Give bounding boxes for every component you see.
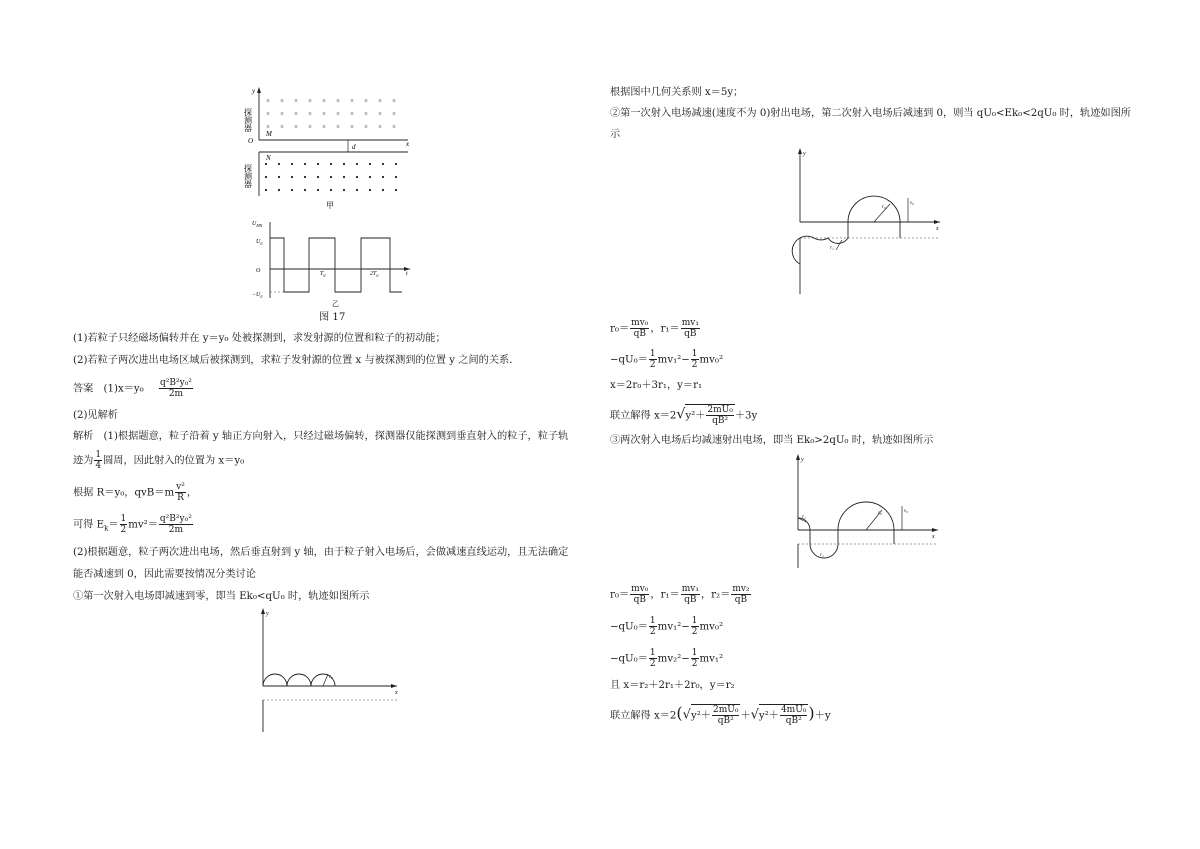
field-cross-mark: × bbox=[280, 97, 284, 105]
yi-t0-label: $T_0$ bbox=[320, 271, 326, 278]
case1-r0-label: r₀ bbox=[329, 675, 333, 680]
case2-r0-label: r₀ bbox=[882, 205, 886, 210]
field-cross-mark: × bbox=[378, 97, 382, 105]
question-2: (2)若粒子两次进出电场区域后被探测到，求粒子发射源的位置 x 与被探测到的位置 y 之间的关系． bbox=[73, 355, 520, 366]
field-dot-mark bbox=[291, 163, 293, 165]
case1-y-label: y bbox=[266, 611, 269, 617]
field-cross-mark: × bbox=[364, 97, 368, 105]
field-cross-mark: × bbox=[308, 110, 312, 118]
case3-eq6: −qU₀＝ $\frac{1}{2}$ mv₁²− $\frac{1}{2}$ mv₀² bbox=[610, 616, 724, 637]
field-dot-mark bbox=[330, 176, 332, 178]
case2-eq3: x＝2r₀＋3r₁，y＝r₁ bbox=[610, 380, 703, 391]
case3-y-label: y bbox=[801, 457, 804, 463]
field-cross-mark: × bbox=[378, 123, 382, 131]
field-dot-mark bbox=[291, 189, 293, 191]
field-cross-mark: × bbox=[280, 123, 284, 131]
jia-d-label: d bbox=[352, 143, 356, 151]
fig17-caption: 图 17 bbox=[319, 312, 346, 323]
field-cross-mark: × bbox=[322, 110, 326, 118]
field-dot-mark bbox=[291, 176, 293, 178]
field-dot-mark bbox=[304, 163, 306, 165]
field-dot-mark bbox=[343, 176, 345, 178]
jiexi-line-3: 根据 R＝y₀，qvB＝m $\frac{\text{v²}}{R}$ ， bbox=[73, 482, 197, 503]
field-dot-mark bbox=[356, 189, 358, 191]
field-dot-mark bbox=[330, 189, 332, 191]
case3-eq5: r₀＝ $\frac{\text{mv₀}}{qB}$ ，r₁＝ $\frac{\text{mv₁}}{qB}$ ，r₂＝ $\frac{\text{mv₂}}{qB}$ bbox=[610, 584, 750, 605]
jiexi-line-6: 能否减速到 0，因此需要按情况分类讨论 bbox=[73, 569, 256, 580]
case-3-text: ③两次射入电场后均减速射出电场，即当 Ek₀>2qU₀ 时，轨迹如图所示 bbox=[610, 435, 934, 446]
case3-eq9: 联立解得 x＝2(√y²＋ $\frac{\text{2mU₀}}{\text{qB²}}$ ＋√y²＋ $\frac{\text{4mU₀}}{\text{qB²}}$ )＋y bbox=[610, 703, 831, 726]
jiexi-line-5: (2)根据题意，粒子两次进出电场，然后垂直射到 y 轴，由于粒子射入电场后，会做减速直线运动，且无法确定 bbox=[73, 547, 569, 558]
field-dot-mark bbox=[356, 176, 358, 178]
jia-y-label: y bbox=[252, 87, 256, 95]
jiexi-line-4: 可得 $E_k=$ $\frac{1}{2}$ mv²＝ $\frac{\text{q²B²y₀²}}{2m}$ bbox=[73, 514, 192, 535]
case3-x-label: x bbox=[932, 534, 935, 540]
right-line-3: 示 bbox=[610, 129, 621, 140]
field-dot-mark bbox=[382, 176, 384, 178]
question-1: (1)若粒子只经磁场偏转并在 y＝y₀ 处被探测到，求发射源的位置和粒子的初动能； bbox=[73, 333, 446, 344]
yi-t-label: t bbox=[406, 271, 408, 277]
field-dot-mark bbox=[330, 163, 332, 165]
field-dot-mark bbox=[265, 176, 267, 178]
field-cross-mark: × bbox=[392, 123, 396, 131]
field-cross-mark: × bbox=[266, 110, 270, 118]
field-dot-mark bbox=[317, 189, 319, 191]
field-dot-mark bbox=[265, 163, 267, 165]
right-line-1: 根据图中几何关系则 x＝5y； bbox=[610, 87, 744, 98]
yi-origin-label: O bbox=[256, 268, 261, 274]
yi-u0-label: $U_0$ bbox=[256, 239, 263, 246]
field-dot-mark bbox=[395, 189, 397, 191]
jia-n-label: N bbox=[266, 154, 271, 162]
field-cross-mark: × bbox=[280, 110, 284, 118]
field-dot-mark bbox=[369, 176, 371, 178]
field-dot-mark bbox=[356, 163, 358, 165]
field-cross-mark: × bbox=[392, 97, 396, 105]
case2-v0-label: v₀ bbox=[910, 201, 914, 206]
field-dot-mark bbox=[304, 176, 306, 178]
field-cross-mark: × bbox=[294, 123, 298, 131]
field-cross-mark: × bbox=[392, 110, 396, 118]
case3-r2-label: r₂ bbox=[802, 515, 806, 520]
jia-origin-label: O bbox=[248, 137, 254, 145]
field-dot-mark bbox=[395, 176, 397, 178]
field-dot-mark bbox=[278, 163, 280, 165]
field-cross-mark: × bbox=[336, 97, 340, 105]
field-dot-mark bbox=[278, 189, 280, 191]
case3-eq8: 且 x＝r₂＋2r₁＋2r₀，y＝r₂ bbox=[610, 680, 735, 691]
jiexi-line-1: 解析 (1)根据题意，粒子沿着 y 轴正方向射入，只经过磁场偏转，探测器仅能探测到垂直射入的粒子，粒子轨 bbox=[73, 431, 569, 442]
case1-x-label: x bbox=[395, 690, 398, 696]
answer-1: 答案 (1)x＝y₀ $\frac{\text{q²B²y₀²}}{2m}$ bbox=[73, 378, 192, 399]
field-dot-mark bbox=[304, 189, 306, 191]
field-cross-mark: × bbox=[322, 123, 326, 131]
case2-eq2: −qU₀＝ $\frac{1}{2}$ mv₁²− $\frac{1}{2}$ mv₀² bbox=[610, 349, 724, 370]
field-cross-mark: × bbox=[294, 110, 298, 118]
jia-m-label: M bbox=[266, 130, 272, 138]
field-cross-mark: × bbox=[294, 97, 298, 105]
field-dot-mark bbox=[382, 163, 384, 165]
fig-jia-caption: 甲 bbox=[326, 201, 334, 210]
case2-x-label: x bbox=[936, 226, 939, 232]
field-cross-mark: × bbox=[266, 123, 270, 131]
field-cross-mark: × bbox=[308, 97, 312, 105]
field-cross-mark: × bbox=[364, 110, 368, 118]
field-dot-mark bbox=[278, 176, 280, 178]
yi-u-label: $U_{MN}$ bbox=[252, 221, 263, 228]
jiexi-line-2: 迹为 $\frac{1}{4}$ 圆周，因此射入的位置为 x＝y₀ bbox=[73, 450, 245, 471]
figure-jia bbox=[240, 84, 420, 212]
fig-yi-caption: 乙 bbox=[332, 300, 339, 308]
field-dot-mark bbox=[395, 163, 397, 165]
field-dot-mark bbox=[343, 189, 345, 191]
yi-2t0-label: $2T_0$ bbox=[370, 271, 379, 278]
field-cross-mark: × bbox=[350, 123, 354, 131]
field-cross-mark: × bbox=[266, 97, 270, 105]
field-dot-mark bbox=[369, 163, 371, 165]
case2-eq4: 联立解得 x＝2√y²＋ $\frac{\text{2mU₀}}{\text{qB²}}$ ＋3y bbox=[610, 405, 758, 426]
case2-y-label: y bbox=[803, 151, 806, 157]
field-cross-mark: × bbox=[322, 97, 326, 105]
field-cross-mark: × bbox=[378, 110, 382, 118]
field-dot-mark bbox=[369, 189, 371, 191]
field-dot-mark bbox=[382, 189, 384, 191]
case3-eq7: −qU₀＝ $\frac{1}{2}$ mv₂²− $\frac{1}{2}$ mv₁² bbox=[610, 648, 724, 669]
yi-neg-u0-label: $-U_0$ bbox=[252, 292, 263, 299]
detector-label-bottom: 探测器 bbox=[243, 164, 253, 188]
right-line-2: ②第一次射入电场减速(速度不为 0)射出电场，第二次射入电场后减速到 0，则当 qU₀<Ek₀<2qU₀ 时，轨迹如图所 bbox=[610, 108, 1131, 119]
case3-r0-label: r₀ bbox=[878, 511, 882, 516]
figure-yi bbox=[250, 216, 420, 308]
detector-label-top: 探测器 bbox=[243, 108, 253, 132]
case2-eq1: r₀＝ $\frac{\text{mv₀}}{qB}$ ，r₁＝ $\frac{\text{mv₁}}{qB}$ bbox=[610, 318, 699, 339]
case2-r1-label: r₁ bbox=[830, 246, 834, 251]
figure-case3 bbox=[790, 452, 950, 570]
figure-case2 bbox=[790, 146, 950, 296]
field-cross-mark: × bbox=[350, 97, 354, 105]
field-dot-mark bbox=[343, 163, 345, 165]
field-cross-mark: × bbox=[364, 123, 368, 131]
field-dot-mark bbox=[317, 176, 319, 178]
field-cross-mark: × bbox=[308, 123, 312, 131]
field-cross-mark: × bbox=[350, 110, 354, 118]
jia-x-label: x bbox=[406, 140, 410, 148]
figure-case1 bbox=[255, 606, 405, 734]
field-cross-mark: × bbox=[336, 123, 340, 131]
case3-r1-label: r₁ bbox=[820, 553, 824, 558]
case-1-text: ①第一次射入电场即减速到零，即当 Ek₀<qU₀ 时，轨迹如图所示 bbox=[73, 591, 370, 602]
answer-2: (2)见解析 bbox=[73, 410, 118, 421]
field-cross-mark: × bbox=[336, 110, 340, 118]
field-dot-mark bbox=[317, 163, 319, 165]
case3-v0-label: v₀ bbox=[904, 509, 908, 514]
field-dot-mark bbox=[265, 189, 267, 191]
